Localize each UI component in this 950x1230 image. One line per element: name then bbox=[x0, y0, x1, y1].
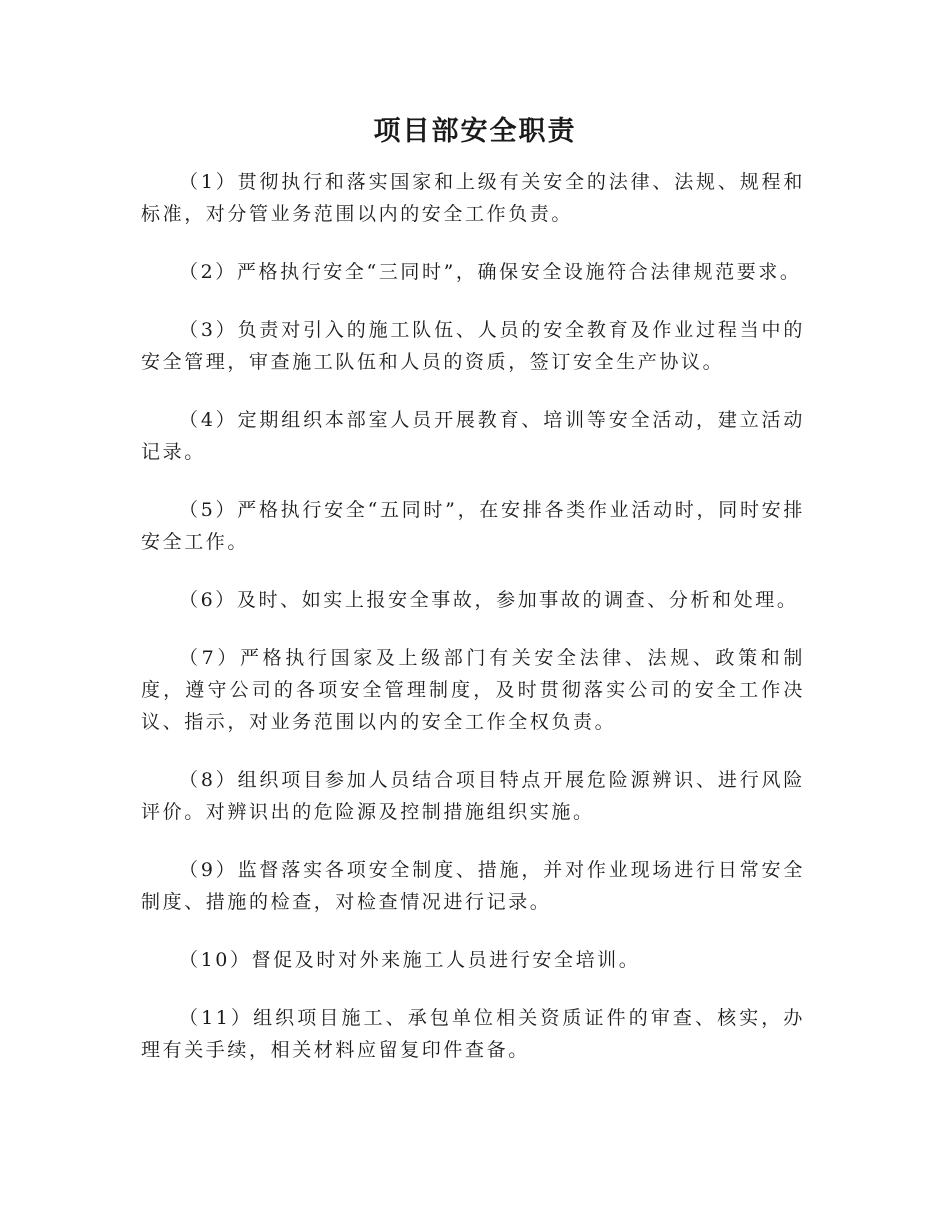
document-body bbox=[141, 166, 805, 1092]
duty-paragraph-8: （8）组织项目参加人员结合项目特点开展危险源辨识、进行风险评价。对辨识出的危险源及控制措施组织实施。 bbox=[141, 769, 805, 823]
duty-paragraph-11: （11）组织项目施工、承包单位相关资质证件的审查、核实，办理有关手续，相关材料应留复印件查备。 bbox=[141, 1007, 805, 1061]
duty-paragraph-10: （10）督促及时对外来施工人员进行安全培训。 bbox=[179, 949, 641, 971]
document-title: 项目部安全职责 bbox=[373, 116, 577, 147]
duty-paragraph-9: （9）监督落实各项安全制度、措施，并对作业现场进行日常安全制度、措施的检查，对检查情况进行记录。 bbox=[141, 859, 805, 913]
duty-paragraph-5: （5）严格执行安全“五同时”，在安排各类作业活动时，同时安排安全工作。 bbox=[141, 499, 805, 553]
duty-paragraph-4: （4）定期组织本部室人员开展教育、培训等安全活动，建立活动记录。 bbox=[141, 409, 805, 463]
duty-paragraph-2: （2）严格执行安全“三同时”，确保安全设施符合法律规范要求。 bbox=[179, 261, 802, 283]
duty-paragraph-7: （7）严格执行国家及上级部门有关安全法律、法规、政策和制度，遵守公司的各项安全管理制度，及时贯彻落实公司的安全工作决议、指示，对业务范围以内的安全工作全权负责。 bbox=[141, 647, 805, 733]
duty-paragraph-1: （1）贯彻执行和落实国家和上级有关安全的法律、法规、规程和标准，对分管业务范围以内的安全工作负责。 bbox=[141, 171, 805, 225]
duty-paragraph-6: （6）及时、如实上报安全事故，参加事故的调查、分析和处理。 bbox=[179, 589, 799, 611]
duty-paragraph-3: （3）负责对引入的施工队伍、人员的安全教育及作业过程当中的安全管理，审查施工队伍和人员的资质，签订安全生产协议。 bbox=[141, 319, 805, 373]
